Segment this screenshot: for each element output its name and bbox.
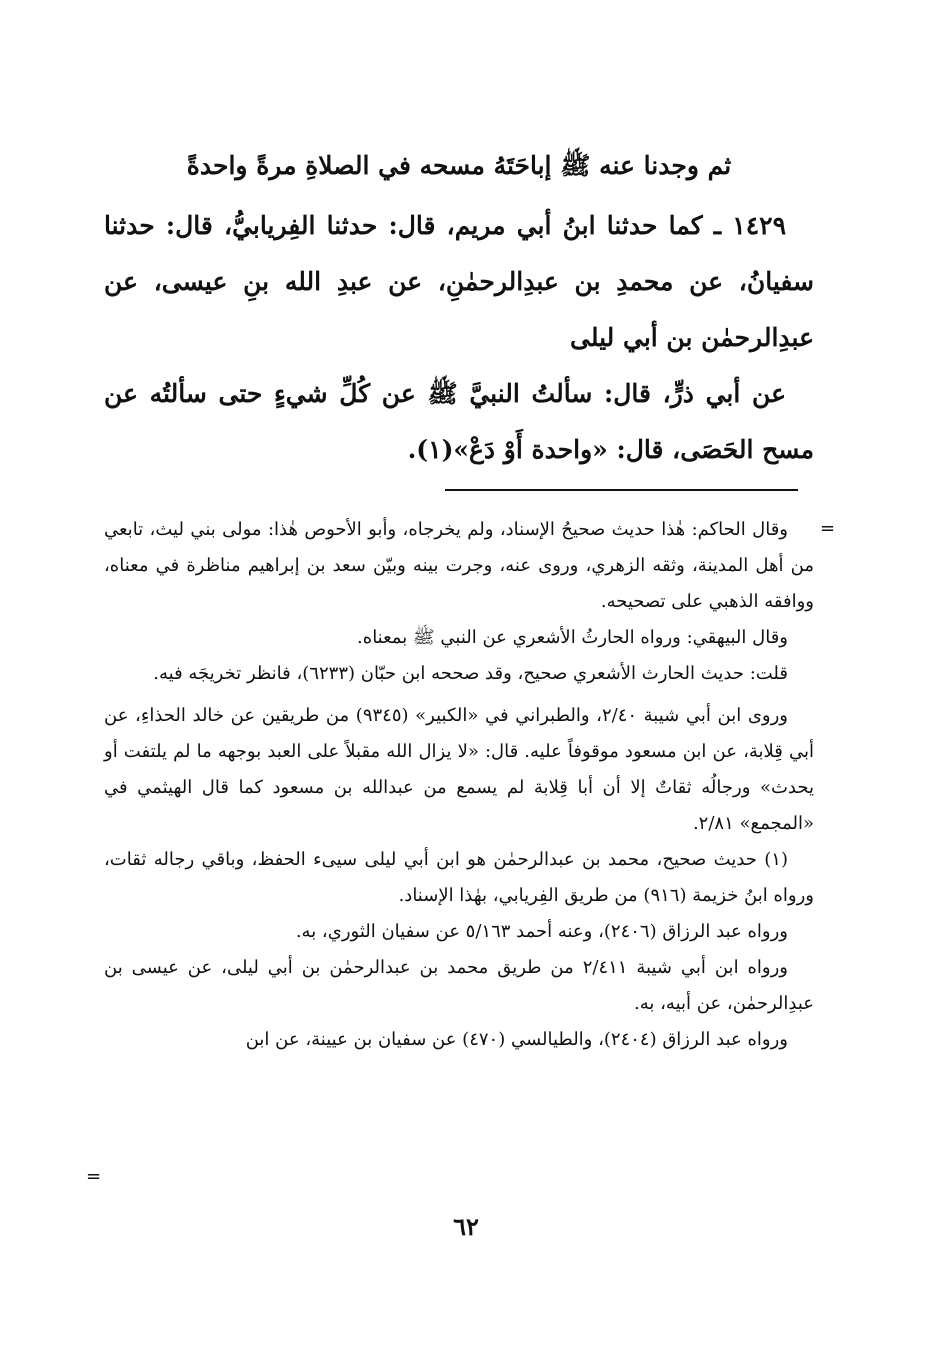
footnote-paragraph: قلت: حديث الحارث الأشعري صحيح، وقد صححه ابن حبّان (٦٢٣٣)، فانظر تخريجَه فيه. [153,663,788,684]
footnote-paragraph: ورواه ابن أبي شيبة ٢/٤١١ من طريق محمد بن عبدالرحمٰن بن أبي ليلى، عن عيسى بن عبدِالرحمٰن، عن أبيه، به. [104,957,814,1014]
footnote-paragraph: ورواه عبد الرزاق (٢٤٠٤)، والطيالسي (٤٧٠) عن سفيان بن عيينة، عن ابن [245,1029,788,1050]
footnote-paragraph: وقال البيهقي: ورواه الحارثُ الأشعري عن النبي ﷺ بمعناه. [357,627,788,648]
continuation-mark: = [820,518,836,539]
continues-mark: = [86,1166,102,1187]
chapter-heading: ثم وجدنا عنه ﷺ إباحَتَهُ مسحه في الصلاةِ مرةً واحدةً [186,151,732,180]
footnote-divider [445,489,798,491]
main-text [104,138,814,478]
page-number: ٦٢ [453,1212,479,1241]
footnotes [104,512,814,1058]
hadith-matn: عن أبي ذرٍّ، قال: سألتُ النبيَّ ﷺ عن كُلِّ شيءٍ حتى سألتُه عن مسح الحَصَى، قال: «واحدة أَوْ دَعْ»(١). [104,379,814,464]
footnote-paragraph: وقال الحاكم: هٰذا حديث صحيحُ الإسناد، ولم يخرجاه، وأبو الأحوص هٰذا: مولى بني ليث، تابعي من أهل المدينة، وثقه الزهري، وروى عنه، وجرت بينه وبيّن سعد بن إبراهيم مناظرة في معناه، ووافقه الذهبي على تصحيحه. [104,519,814,612]
footnote-1: (١) حديث صحيح، محمد بن عبدالرحمٰن هو ابن أبي ليلى سيىء الحفظ، وباقي رجاله ثقات، ورواه ابنُ خزيمة (٩١٦) من طريق الفِريابي، بهٰذا الإسناد. [104,849,814,906]
footnote-paragraph: ورواه عبد الرزاق (٢٤٠٦)، وعنه أحمد ٥/١٦٣ عن سفيان الثوري، به. [295,921,788,942]
footnote-paragraph: وروى ابن أبي شيبة ٢/٤٠، والطبراني في «الكبير» (٩٣٤٥) من طريقين عن خالد الحذاءِ، عن أبي قِلابة، عن ابن مسعود موقوفاً عليه. قال: «لا يزال الله مقبلاً على العبد بوجهه ما لم يلتفت أو يحدث» ورجالُه ثقاتٌ إلا أن أبا قِلابة لم يسمع من عبدالله بن مسعود كما قال الهيثمي في «المجمع» ٢/٨١. [104,705,814,834]
hadith-isnad: ١٤٢٩ ـ كما حدثنا ابنُ أبي مريم، قال: حدثنا الفِريابيُّ، قال: حدثنا سفيانُ، عن محمدِ بن عبدِالرحمٰنِ، عن عبدِ الله بنِ عيسى، عن عبدِالرحمٰن بن أبي ليلى [104,211,814,352]
